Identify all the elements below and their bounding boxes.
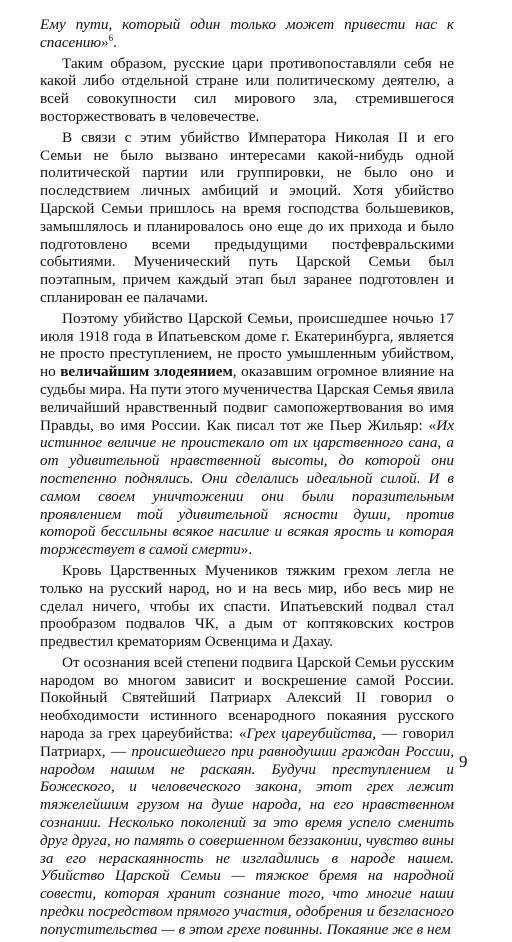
paragraph-quote-end — [40, 16, 454, 52]
bold-emphasis: величайшим злодеянием — [60, 363, 233, 381]
text-span: . — [113, 33, 117, 51]
text-span: , оказавшим огромное влияние на судьбы мира. На пути этого мученичества Царская Семья явила величайший нравственный подвиг самопожертвования во имя Правды, во имя России. Как писал тот же Пьер Жильяр: « — [40, 363, 454, 434]
body-text — [40, 16, 454, 942]
page-number: 9 — [459, 752, 468, 771]
footnote-marker: 6 — [108, 32, 114, 43]
paragraph-patriarch — [40, 654, 454, 939]
text-span: ». — [240, 541, 253, 559]
italic-quote: Грех цареубийства, — [246, 725, 377, 743]
text-span: От осознания всей степени подвига Царской Семьи русским народом во многом зависит и воскрешение самой России. Покойный Святейший Патриарх Алексий II говорил о необходимости истинного всенародного покаяния русского народа за грех цареубийства: « — [40, 653, 454, 743]
paragraph-gilliard — [40, 310, 454, 559]
italic-quote: Ему пути, который один только может привести нас к спасению» — [40, 16, 454, 51]
paragraph: Таким образом, русские цари противопоставляли себя не какой либо отдельной стране или политическому деятелю, а всей совокупности сил мирового зла, стремившегося восторжествовать в человечестве. — [40, 54, 454, 125]
text-span: — говорил Патриарх, — — [40, 725, 455, 760]
paragraph: Кровь Царственных Мучеников тяжким грехом легла не только на русский народ, но и на весь мир, ибо весь мир не сделал ничего, чтобы их спасти. Ипатьевский подвал стал прообразом подвалов ЧК, а дым от коптяковских костров предвестил крематориям Освенцима и Дахау. — [40, 561, 454, 651]
italic-quote: Их истинное величие не проистекало от их царственного сана, а от удивительной нравственной высоты, до которой они постепенно поднялись. Они сделались идеальной силой. И в самом своем уничтожении они были поразительным проявлением той удивительной ясности души, против которой бессильны всякое насилие и всякая ярость и которая торжествует в самой смерти — [40, 416, 454, 559]
text-span: Поэтому убийство Царской Семьи, происшедшее ночью 17 июля 1918 года в Ипатьевском доме г. Екатеринбурга, является не просто преступлением, не просто умышленным убийством, но — [40, 309, 454, 381]
italic-quote: происшедшего при равнодушии граждан России, народом нашим не раскаян. Будучи преступлением и Божеского, и человеческого закона, этот грех лежит тяжелейшим грузом на душе народа, на его нравственном сознании. Несколько поколений за это время успело сменить друг друга, но память о совершенном беззаконии, чувство вины за его нераскаянность не изгладились в народе нашем. Убийство Царской Семьи — тяжкое бремя на народной совести, которая хранит сознание того, что многие наши предки посредством прямого участия, одобрения и безгласного попустительства — в этом грехе повинны. Покаяние же в нем — [40, 742, 454, 938]
paragraph: В связи с этим убийство Императора Николая II и его Семьи не было вызвано интересами какой-нибудь одной политической партии или группировки, не было оно и последствием личных амбиций и эмоций. Хотя убийство Царской Семьи пришлось на время господства большевиков, замышлялось и планировалось оно еще до их прихода и было подготовлено всеми предыдущими постфевральскими событиями. Мученический путь Царской Семьи был поэтапным, причем каждый этап был заранее подготовлен и спланирован ее палачами. — [40, 128, 454, 306]
